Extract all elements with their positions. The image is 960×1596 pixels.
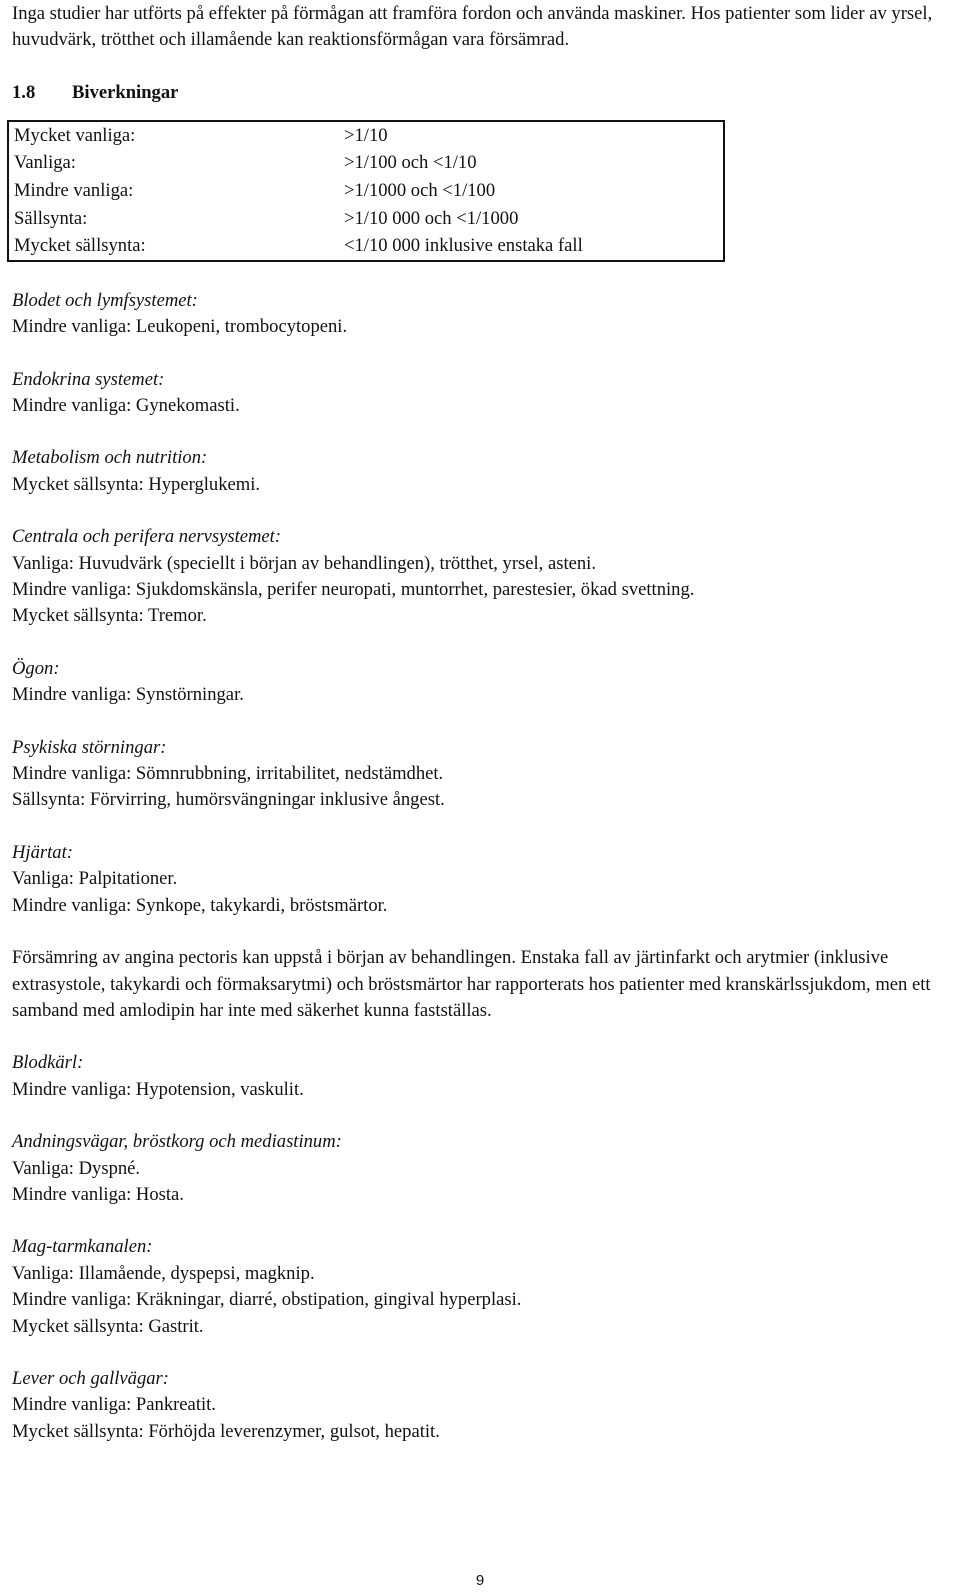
table-row <box>8 177 724 205</box>
organ-section-respiratory <box>12 1129 952 1208</box>
adverse-effects-list <box>12 288 952 1445</box>
frequency-label: Mycket vanliga: <box>14 124 136 146</box>
organ-section-title: Andningsvägar, bröstkorg och mediastinum: <box>12 1131 342 1153</box>
organ-section-title: Centrala och perifera nervsystemet: <box>12 526 282 548</box>
frequency-table <box>7 120 725 262</box>
frequency-label: Mindre vanliga: <box>14 180 134 201</box>
frequency-value: >1/10 <box>344 124 388 146</box>
organ-section-eyes <box>12 656 952 709</box>
organ-section-title: Blodkärl: <box>12 1052 84 1074</box>
organ-section-title: Metabolism och nutrition: <box>12 447 208 469</box>
effect-line: Sällsynta: Förvirring, humörsvängningar inklusive ångest. <box>12 789 445 811</box>
effect-line: Vanliga: Dyspné. <box>12 1157 141 1179</box>
organ-section-title: Psykiska störningar: <box>12 736 167 758</box>
organ-section-heart <box>12 840 952 919</box>
organ-section-metabolism <box>12 445 952 498</box>
effect-line: Mindre vanliga: Gynekomasti. <box>12 395 240 416</box>
organ-section-psychiatric <box>12 735 952 814</box>
table-row <box>8 232 724 261</box>
effect-line: Mindre vanliga: Synstörningar. <box>12 684 244 706</box>
frequency-label: Sällsynta: <box>14 207 88 229</box>
effect-line: Mindre vanliga: Synkope, takykardi, bröstsmärtor. <box>12 894 388 916</box>
effect-line: Vanliga: Huvudvärk (speciellt i början av behandlingen), trötthet, yrsel, asteni. <box>12 552 596 574</box>
organ-section-title: Endokrina systemet: <box>12 368 165 390</box>
effect-line: Mycket sällsynta: Hyperglukemi. <box>12 473 261 495</box>
effect-line: Mindre vanliga: Sjukdomskänsla, perifer neuropati, muntorrhet, parestesier, ökad svettning. <box>12 579 695 601</box>
organ-section-liver <box>12 1366 952 1445</box>
frequency-value: >1/1000 och <1/100 <box>344 180 496 201</box>
effect-line: Mycket sällsynta: Gastrit. <box>12 1315 204 1337</box>
organ-section-title: Mag-tarmkanalen: <box>12 1236 153 1258</box>
intro-paragraph: Inga studier har utförts på effekter på förmågan att framföra fordon och använda maskiner. Hos patienter som lider av yrsel, huvudvärk, trötthet och illamående kan reaktionsförmågan vara försämrad. <box>12 3 933 51</box>
organ-section-title: Hjärtat: <box>12 841 73 863</box>
organ-section-title: Blodet och lymfsystemet: <box>12 289 198 311</box>
organ-section-endocrine <box>12 367 952 420</box>
organ-section-vessels <box>12 1050 952 1103</box>
organ-section-gastrointestinal <box>12 1234 952 1340</box>
effect-line: Mindre vanliga: Hypotension, vaskulit. <box>12 1078 304 1100</box>
section-title: Biverkningar <box>72 81 179 103</box>
page-number: 9 <box>475 1572 485 1589</box>
heart-paragraph: Försämring av angina pectoris kan uppstå i början av behandlingen. Enstaka fall av järtinfarkt och arytmier (inklusive extrasystole, takykardi och förmaksarytmi) och bröstsmärtor har rapporterats hos patienter med kranskärlssjukdom, men ett samband med amlodipin har inte med säkerhet kunna fastställas. <box>12 947 931 1021</box>
frequency-label: Vanliga: <box>14 152 76 174</box>
effect-line: Mindre vanliga: Leukopeni, trombocytopeni. <box>12 316 348 338</box>
table-row <box>8 149 724 177</box>
document-page <box>12 0 952 1445</box>
table-row <box>8 205 724 233</box>
section-heading <box>12 80 952 106</box>
effect-line: Mindre vanliga: Sömnrubbning, irritabilitet, nedstämdhet. <box>12 763 444 785</box>
effect-line: Mindre vanliga: Hosta. <box>12 1183 184 1205</box>
effect-line: Mindre vanliga: Kräkningar, diarré, obstipation, gingival hyperplasi. <box>12 1289 522 1311</box>
effect-line: Mindre vanliga: Pankreatit. <box>12 1394 216 1416</box>
organ-section-title: Ögon: <box>12 657 60 679</box>
table-row <box>8 121 724 150</box>
organ-section-title: Lever och gallvägar: <box>12 1367 169 1389</box>
organ-section-nervous <box>12 524 952 630</box>
frequency-label: Mycket sällsynta: <box>14 235 146 257</box>
section-number: 1.8 <box>12 81 36 103</box>
frequency-value: <1/10 000 inklusive enstaka fall <box>344 235 583 257</box>
organ-section-blood <box>12 288 952 341</box>
effect-line: Vanliga: Illamående, dyspepsi, magknip. <box>12 1262 315 1284</box>
frequency-value: >1/10 000 och <1/1000 <box>344 207 519 229</box>
effect-line: Vanliga: Palpitationer. <box>12 868 178 890</box>
effect-line: Mycket sällsynta: Tremor. <box>12 605 207 627</box>
effect-line: Mycket sällsynta: Förhöjda leverenzymer, gulsot, hepatit. <box>12 1420 440 1442</box>
frequency-value: >1/100 och <1/10 <box>344 152 477 174</box>
